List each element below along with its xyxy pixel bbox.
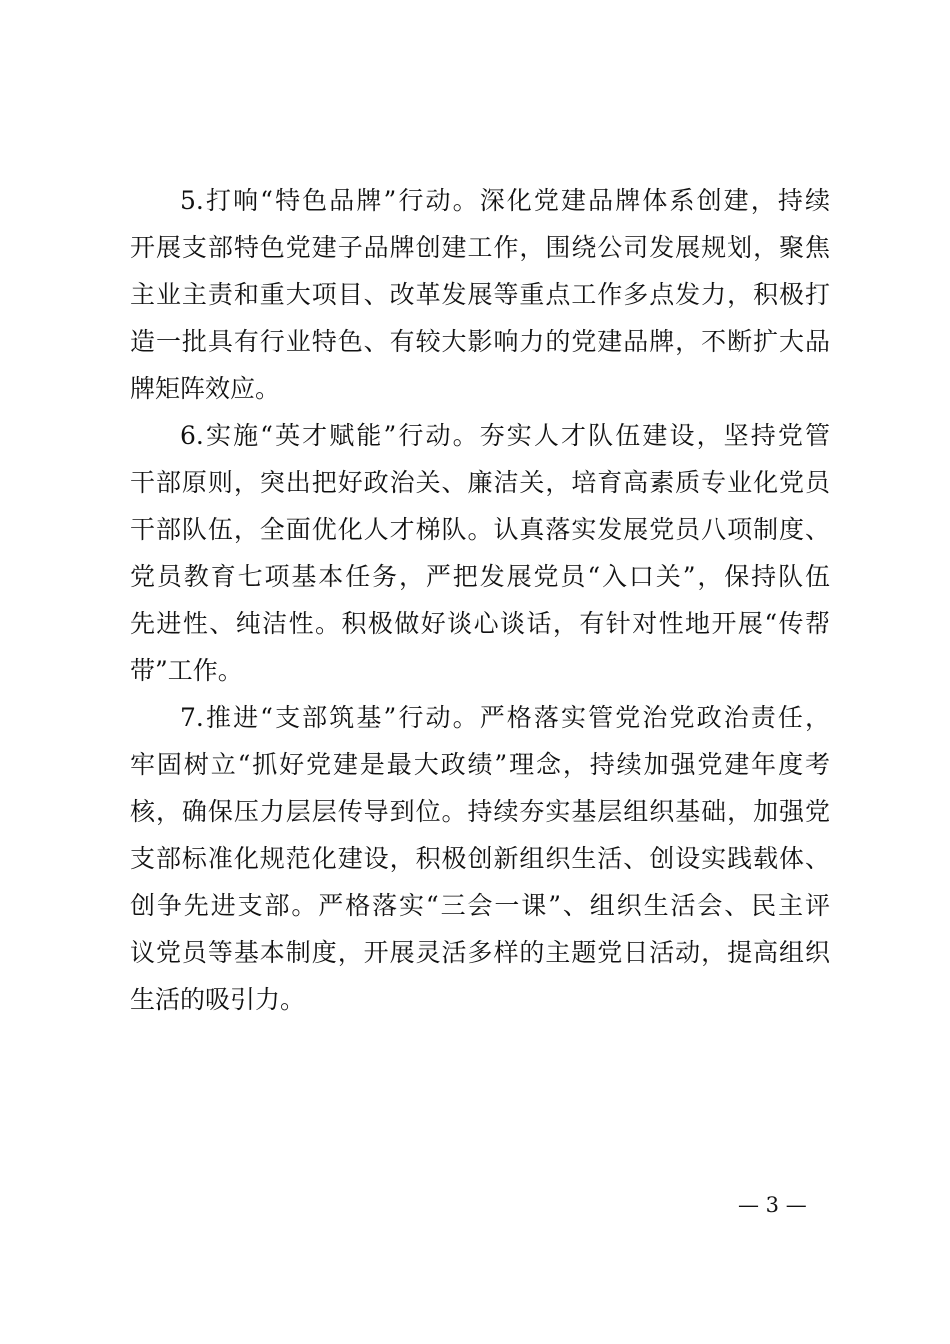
text-line: 支部标准化规范化建设，积极创新组织生活、创设实践载体、	[130, 844, 830, 873]
text-line: 干部原则，突出把好政治关、廉洁关，培育高素质专业化党员	[130, 468, 830, 497]
document-body	[130, 177, 830, 1023]
text-line: 干部队伍，全面优化人才梯队。认真落实发展党员八项制度、	[130, 515, 830, 544]
text-line: 议党员等基本制度，开展灵活多样的主题党日活动，提高组织	[130, 938, 830, 967]
text-line: 生活的吸引力。	[130, 985, 306, 1014]
paragraph-branch-action	[130, 694, 830, 1023]
paragraph-brand-action	[130, 177, 830, 412]
text-line: 牌矩阵效应。	[130, 374, 281, 403]
text-line: 6.实施“英才赋能”行动。夯实人才队伍建设，坚持党管	[180, 421, 830, 450]
text-line: 先进性、纯洁性。积极做好谈心谈话，有针对性地开展“传帮	[130, 609, 830, 638]
paragraph-talent-action	[130, 412, 830, 694]
text-line: 5.打响“特色品牌”行动。深化党建品牌体系创建，持续	[180, 186, 830, 215]
text-line: 牢固树立“抓好党建是最大政绩”理念，持续加强党建年度考	[130, 750, 830, 779]
text-line: 核，确保压力层层传导到位。持续夯实基层组织基础，加强党	[130, 797, 830, 826]
page-number: — 3 —	[738, 1193, 807, 1217]
text-line: 带”工作。	[130, 656, 243, 685]
text-line: 开展支部特色党建子品牌创建工作，围绕公司发展规划，聚焦	[130, 233, 830, 262]
text-line: 主业主责和重大项目、改革发展等重点工作多点发力，积极打	[130, 280, 830, 309]
text-line: 造一批具有行业特色、有较大影响力的党建品牌，不断扩大品	[130, 327, 830, 356]
text-line: 创争先进支部。严格落实“三会一课”、组织生活会、民主评	[130, 891, 830, 920]
text-line: 党员教育七项基本任务，严把发展党员“入口关”，保持队伍	[130, 562, 830, 591]
text-line: 7.推进“支部筑基”行动。严格落实管党治党政治责任，	[180, 703, 830, 732]
